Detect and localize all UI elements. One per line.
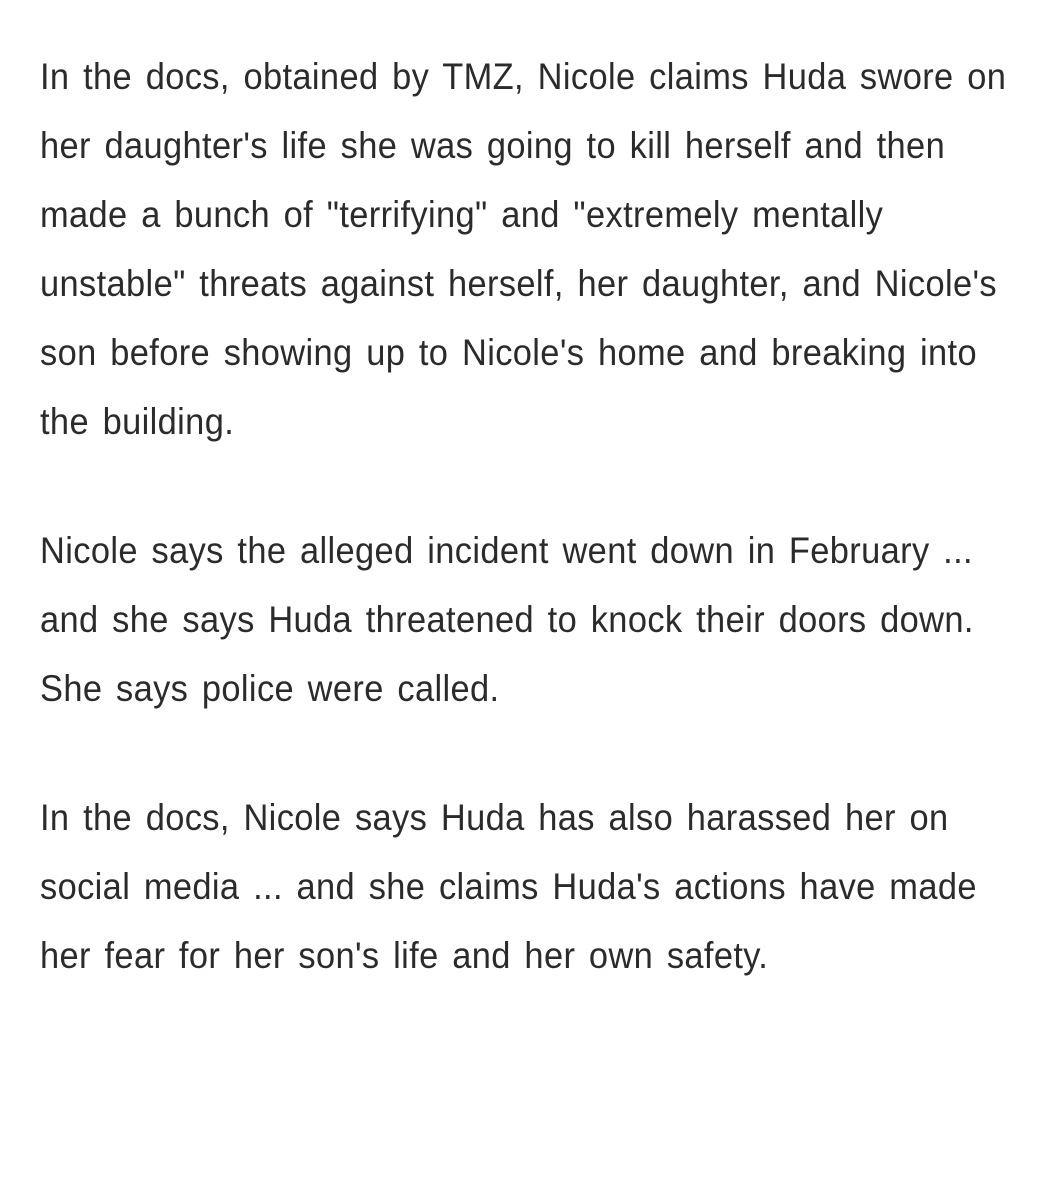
article-paragraph-1: In the docs, obtained by TMZ, Nicole claims Huda swore on her daughter's life she was going to kill herself and then made a bunch of "terrifying" and "extremely mentally unstable" threats against herself, her daughter, and Nicole's son before showing up to Nicole's home and breaking into the building. bbox=[40, 56, 1007, 442]
article-paragraph-2: Nicole says the alleged incident went down in February ... and she says Huda threatened to knock their doors down. She says police were called. bbox=[40, 530, 974, 709]
article-body bbox=[40, 42, 1020, 990]
article-paragraph-3: In the docs, Nicole says Huda has also harassed her on social media ... and she claims Huda's actions have made her fear for her son's life and her own safety. bbox=[40, 797, 977, 976]
